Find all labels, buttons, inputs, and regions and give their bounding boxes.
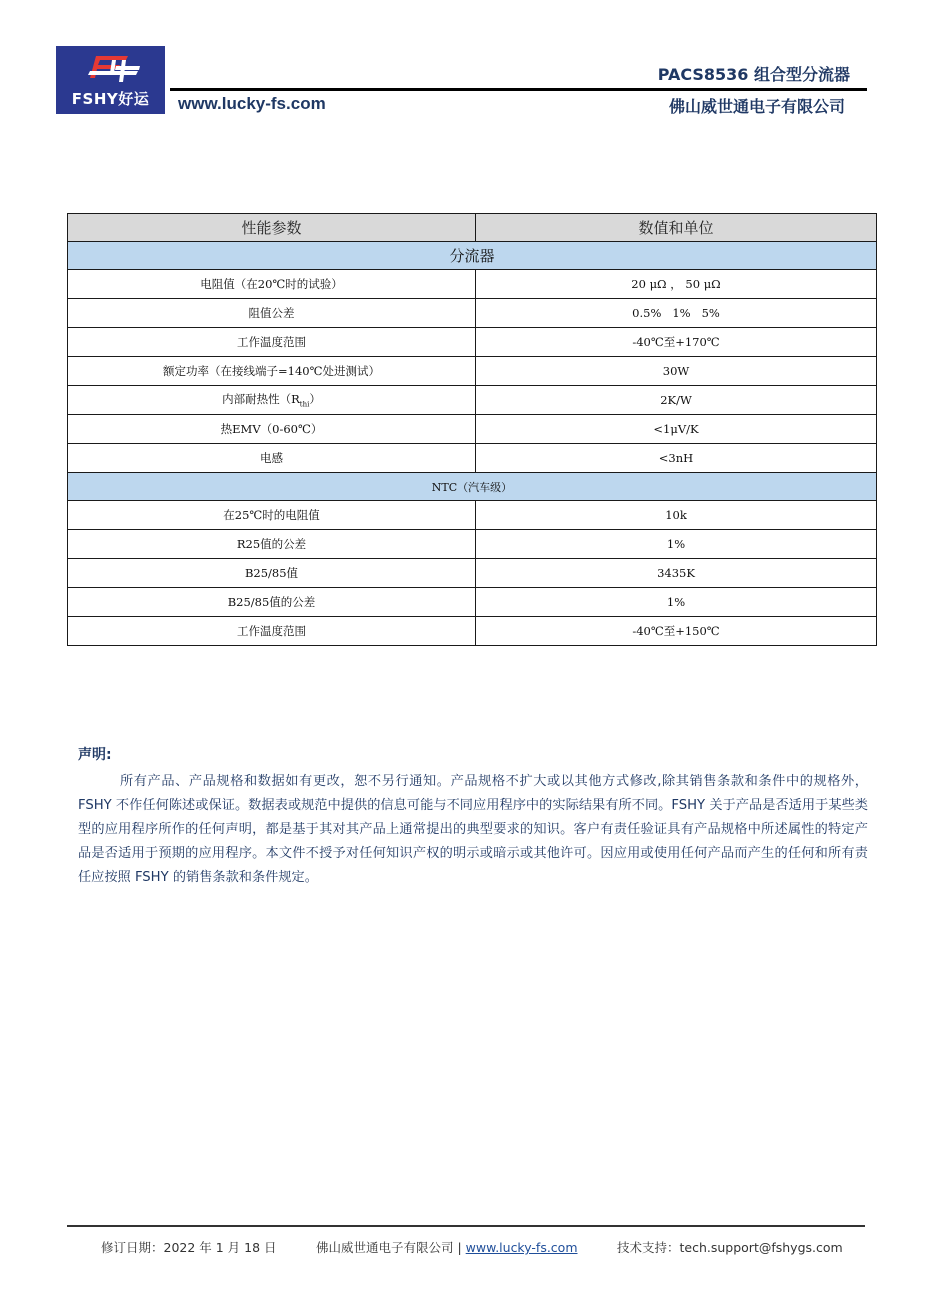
table-row	[68, 415, 877, 444]
footer-revision-date: 修订日期：2022 年 1 月 18 日	[101, 1240, 277, 1255]
section-header-ntc	[68, 473, 877, 501]
param-text: 内部耐热性（R	[222, 392, 300, 407]
param-cell: 工作温度范围	[68, 328, 476, 357]
footer-company-name: 佛山威世通电子有限公司 |	[316, 1240, 466, 1255]
param-cell: B25/85值	[68, 559, 476, 588]
table-row	[68, 617, 877, 646]
param-cell: 阻值公差	[68, 299, 476, 328]
column-header-parameter: 性能参数	[68, 214, 476, 242]
table-row	[68, 559, 877, 588]
company-name: 佛山威世通电子有限公司	[668, 97, 845, 116]
param-cell: 电感	[68, 444, 476, 473]
section-title: 分流器	[68, 242, 877, 270]
param-cell	[68, 386, 476, 415]
param-cell: 额定功率（在接线端子=140℃处进测试）	[68, 357, 476, 386]
disclaimer-title: 声明:	[78, 747, 112, 763]
param-cell: R25值的公差	[68, 530, 476, 559]
spec-table	[67, 213, 877, 646]
value-cell: 3435K	[476, 559, 877, 588]
section-title: NTC（汽车级）	[68, 473, 877, 501]
value-cell: 2K/W	[476, 386, 877, 415]
value-cell: 0.5% 1% 5%	[476, 299, 877, 328]
table-row	[68, 444, 877, 473]
footer-support[interactable]: 技术支持：tech.support@fshygs.com	[617, 1240, 843, 1255]
table-row	[68, 530, 877, 559]
footer-website-link[interactable]: www.lucky-fs.com	[465, 1240, 578, 1255]
table-row	[68, 328, 877, 357]
document-title: PACS8536 组合型分流器	[657, 65, 850, 84]
table-row	[68, 270, 877, 299]
company-logo	[56, 46, 165, 114]
value-cell: -40℃至+170℃	[476, 328, 877, 357]
logo-text: FSHY好运	[71, 90, 150, 108]
value-cell: -40℃至+150℃	[476, 617, 877, 646]
footer-divider	[67, 1225, 865, 1227]
footer-company	[316, 1238, 578, 1256]
value-cell: <3nH	[476, 444, 877, 473]
value-cell: 1%	[476, 530, 877, 559]
column-header-value: 数值和单位	[476, 214, 877, 242]
header-divider	[170, 88, 867, 91]
disclaimer	[78, 744, 868, 890]
table-row	[68, 588, 877, 617]
value-cell: 30W	[476, 357, 877, 386]
table-row	[68, 357, 877, 386]
table-row	[68, 386, 877, 415]
table-row	[68, 501, 877, 530]
param-cell: 热EMV（0-60℃）	[68, 415, 476, 444]
param-cell: B25/85值的公差	[68, 588, 476, 617]
disclaimer-body: 所有产品、产品规格和数据如有更改，恕不另行通知。产品规格不扩大或以其他方式修改,除其销售条款和条件中的规格外，FSHY 不作任何陈述或保证。数据表或规范中提供的信息可能与不同应用程序中的实际结果有所不同。FSHY 关于产品是否适用于某些类型的应用程序所作的任何声明，都是基于其对其产品上通常提出的典型要求的知识。客户有责任验证具有产品规格中所述属性的特定产品是否适用于预期的应用程序。本文件不授予对任何知识产权的明示或暗示或其他许可。因应用或使用任何产品而产生的任何和所有责任应按照 FSHY 的销售条款和条件规定。	[78, 774, 868, 885]
table-row	[68, 299, 877, 328]
param-subscript: thi	[299, 400, 310, 409]
param-cell: 电阻值（在20℃时的试验）	[68, 270, 476, 299]
param-cell: 在25℃时的电阻值	[68, 501, 476, 530]
param-cell: 工作温度范围	[68, 617, 476, 646]
value-cell: 20 μΩ ， 50 μΩ	[476, 270, 877, 299]
value-cell: 1%	[476, 588, 877, 617]
section-header-shunt	[68, 242, 877, 270]
value-cell: 10k	[476, 501, 877, 530]
param-text-end: ）	[309, 392, 321, 407]
header-site-url[interactable]: www.lucky-fs.com	[178, 94, 326, 113]
table-header-row	[68, 214, 877, 242]
value-cell: <1μV/K	[476, 415, 877, 444]
